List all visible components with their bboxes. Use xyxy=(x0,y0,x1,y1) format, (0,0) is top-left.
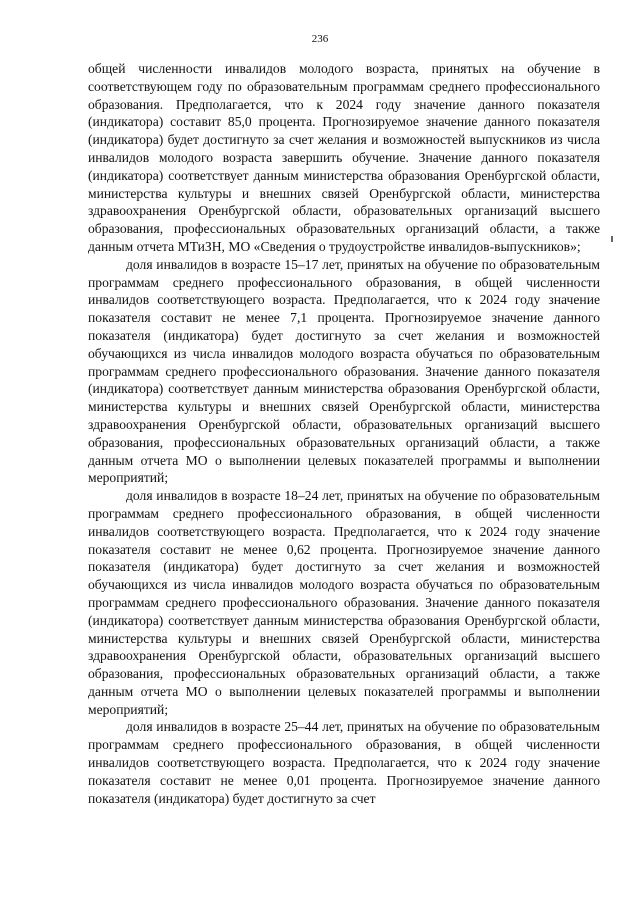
paragraph-3: доля инвалидов в возрасте 18–24 лет, принятых на обучение по образовательным программам среднего профессионального образования, в общей численности инвалидов соответствующего возраста. Предполагается, что к 2024 году значение показателя составит не менее 0,62 процента. Прогнозируемое значение данного показателя (индикатора) будет достигнуто за счет желания и возможностей обучающихся из числа инвалидов молодого возраста обучаться по образовательным программам среднего профессионального образования. Значение данного показателя (индикатора) соответствует данным министерства образования Оренбургской области, министерства культуры и внешних связей Оренбургской области, министерства здравоохранения Оренбургской области, образовательных организаций высшего образования, профессиональных образовательных организаций области, а также данным отчета МО о выполнении целевых показателей программы и выполнении мероприятий; xyxy=(88,488,600,717)
body-text xyxy=(88,60,600,807)
paragraph-2: доля инвалидов в возрасте 15–17 лет, принятых на обучение по образовательным программам среднего профессионального образования, в общей численности инвалидов соответствующего возраста. Предполагается, что к 2024 году значение показателя составит не менее 7,1 процента. Прогнозируемое значение данного показателя (индикатора) будет достигнуто за счет желания и возможностей обучающихся из числа инвалидов молодого возраста обучаться по образовательным программам среднего профессионального образования. Значение данного показателя (индикатора) соответствует данным министерства образования Оренбургской области, министерства культуры и внешних связей Оренбургской области, министерства здравоохранения Оренбургской области, образовательных организаций высшего образования, профессиональных образовательных организаций области, а также данным отчета МО о выполнении целевых показателей программы и выполнении мероприятий; xyxy=(88,256,600,486)
paragraph-4: доля инвалидов в возрасте 25–44 лет, принятых на обучение по образовательным программам среднего профессионального образования, в общей численности инвалидов соответствующего возраста. Предполагается, что к 2024 году значение показателя составит не менее 0,01 процента. Прогнозируемое значение данного показателя (индикатора) будет достигнуто за счет xyxy=(88,719,600,806)
paragraph-1: общей численности инвалидов молодого возраста, принятых на обучение в соответствующем году по образовательным программам среднего профессионального образования. Предполагается, что к 2024 году значение данного показателя (индикатора) составит 85,0 процента. Прогнозируемое значение данного показателя (индикатора) будет достигнуто за счет желания и возможностей выпускников из числа инвалидов молодого возраста завершить обучение. Значение данного показателя (индикатора) соответствует данным министерства образования Оренбургской области, министерства культуры и внешних связей Оренбургской области, министерства здравоохранения Оренбургской области, образовательных организаций высшего образования, профессиональных образовательных организаций области, а также данным отчета МТиЗН, МО «Сведения о трудоустройстве инвалидов-выпускников»; xyxy=(88,61,600,254)
scan-artifact xyxy=(611,236,613,242)
page-number: 236 xyxy=(311,33,329,45)
